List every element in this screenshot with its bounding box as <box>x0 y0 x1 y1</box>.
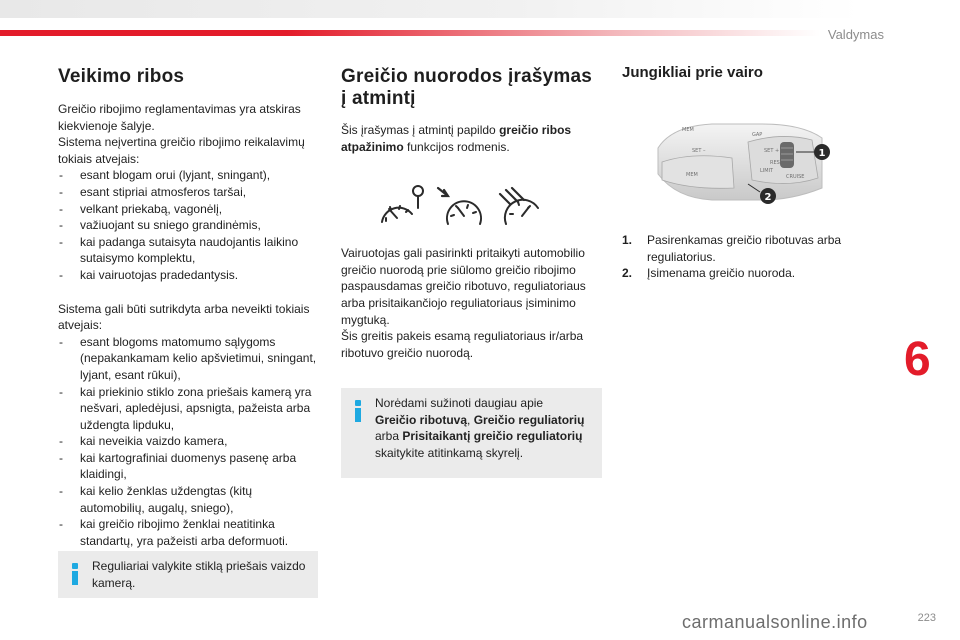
heading-line-2: į atmintį <box>341 88 416 109</box>
info-sep: , <box>467 412 474 427</box>
column-operating-limits <box>58 62 320 549</box>
info-link-limiter: Greičio ribotuvą <box>375 412 468 427</box>
adaptive-cruise-icon <box>500 188 538 224</box>
intro-bold: greičio ribos atpažinimo <box>341 123 572 154</box>
speed-limiter-icon <box>382 186 423 222</box>
label-limit: LIMIT <box>760 168 774 174</box>
page-number: 223 <box>917 612 936 624</box>
body-paragraph-1: Vairuotojas gali pasirinkti pritaikyti automobilio greičio nuorodą prie siūlomo greičio ribojimo paspausdamas greičio ribotuvo, reguliatoriaus arba prisitaikančiojo reguliatoriaus įsiminimo mygtuką. <box>341 246 586 327</box>
list-item: - kai kelio ženklas uždengtas (kitų automobilių, augalų, sniego), <box>58 483 320 516</box>
label-mem-top: MEM <box>682 127 694 133</box>
chapter-number: 6 <box>904 333 931 386</box>
callout-2-label: 2 <box>764 192 772 203</box>
info-icon <box>70 563 80 585</box>
list-item: - esant blogoms matomumo sąlygoms (nepakankamam kelio apšvietimui, sningant, lyjant, esant rūkui), <box>58 334 320 384</box>
left-stalk <box>662 156 734 189</box>
conditions-list-2 <box>58 334 320 550</box>
label-gap: GAP <box>752 132 763 138</box>
label-cruise: CRUISE <box>786 174 805 180</box>
info-text <box>375 395 592 461</box>
intro-paragraph <box>341 122 603 155</box>
intro-text-end: funkcijos rodmenis. <box>403 139 510 154</box>
speed-function-icons <box>378 184 548 228</box>
heading-operating-limits: Veikimo ribos <box>58 66 185 87</box>
cruise-control-icon <box>438 188 481 224</box>
info-icon <box>353 400 363 422</box>
list-item: - važiuojant su sniego grandinėmis, <box>58 217 320 234</box>
section-title: Valdymas <box>827 27 884 42</box>
label-set-plus: SET + <box>764 148 780 154</box>
label-set-minus: SET – <box>692 148 706 154</box>
steering-switch-illustration <box>652 118 852 210</box>
body-paragraph-2: Šis greitis pakeis esamą reguliatoriaus ir/arba ribotuvo greičio nuorodą. <box>341 329 584 360</box>
header-accent-stripe <box>0 30 820 36</box>
info-text-a: Norėdami sužinoti daugiau apie <box>375 396 544 410</box>
list-item <box>622 232 872 265</box>
list-item: - velkant priekabą, vagonėlį, <box>58 201 320 218</box>
selector-wheel <box>780 142 794 168</box>
header-bar <box>0 0 860 18</box>
info-link-adaptive: Prisitaikantį greičio reguliatorių <box>402 429 583 444</box>
label-res: RES <box>770 160 780 166</box>
info-text: Reguliariai valykite stiklą priešais vaizdo kamerą. <box>92 559 306 590</box>
info-text-end: skaitykite atitinkamą skyrelį. <box>375 445 524 460</box>
list-item: - kai kartografiniai duomenys pasenę arba klaidingi, <box>58 450 320 483</box>
item-number: 1. <box>622 233 633 247</box>
intro-line-2: Sistema neįvertina greičio ribojimo reikalavimų tokiais atvejais: <box>58 135 305 166</box>
watermark: carmanualsonline.info <box>682 612 868 632</box>
item-text: Įsimenama greičio nuoroda. <box>647 266 796 281</box>
heading-speed-memorisation <box>341 66 603 110</box>
list-item: - kai greičio ribojimo ženklai neatitinka standartų, yra pažeisti arba deformuoti. <box>58 516 320 549</box>
list-item: - esant blogam orui (lyjant, sningant), <box>58 167 320 184</box>
heading-steering-switches: Jungikliai prie vairo <box>622 64 763 81</box>
intro-line-1: Greičio ribojimo reglamentavimas yra atskiras kiekvienoje šalyje. <box>58 102 301 133</box>
list-item: - kai vairuotojas pradedantysis. <box>58 267 320 284</box>
info-link-cruise: Greičio reguliatorių <box>473 412 585 427</box>
info-box-clean-windshield <box>58 551 318 598</box>
info-text-or: arba <box>375 429 400 444</box>
list-item: - kai padanga sutaisyta naudojantis laikino sutaisymo komplektu, <box>58 234 320 267</box>
info-box-more-info <box>341 388 602 478</box>
list-item: - kai priekinio stiklo zona priešais kamerą yra nešvari, apledėjusi, apsnigta, pažeista arba uždengta lipduku, <box>58 384 320 434</box>
callout-1-label: 1 <box>818 148 826 159</box>
heading-line-1: Greičio nuorodos įrašymas <box>341 66 593 87</box>
list-item: - esant stipriai atmosferos taršai, <box>58 184 320 201</box>
item-text: Pasirenkamas greičio ribotuvas arba reguliatorius. <box>647 233 842 264</box>
label-mem-bottom: MEM <box>686 172 698 178</box>
item-number: 2. <box>622 266 633 281</box>
paragraph-disturbances: Sistema gali būti sutrikdyta arba neveikti tokiais atvejais: <box>58 301 310 333</box>
list-item <box>622 265 872 282</box>
intro-text: Šis įrašymas į atmintį papildo <box>341 123 500 137</box>
conditions-list-1 <box>58 167 320 283</box>
list-item: - kai neveikia vaizdo kamera, <box>58 433 320 450</box>
switch-legend <box>622 232 872 282</box>
